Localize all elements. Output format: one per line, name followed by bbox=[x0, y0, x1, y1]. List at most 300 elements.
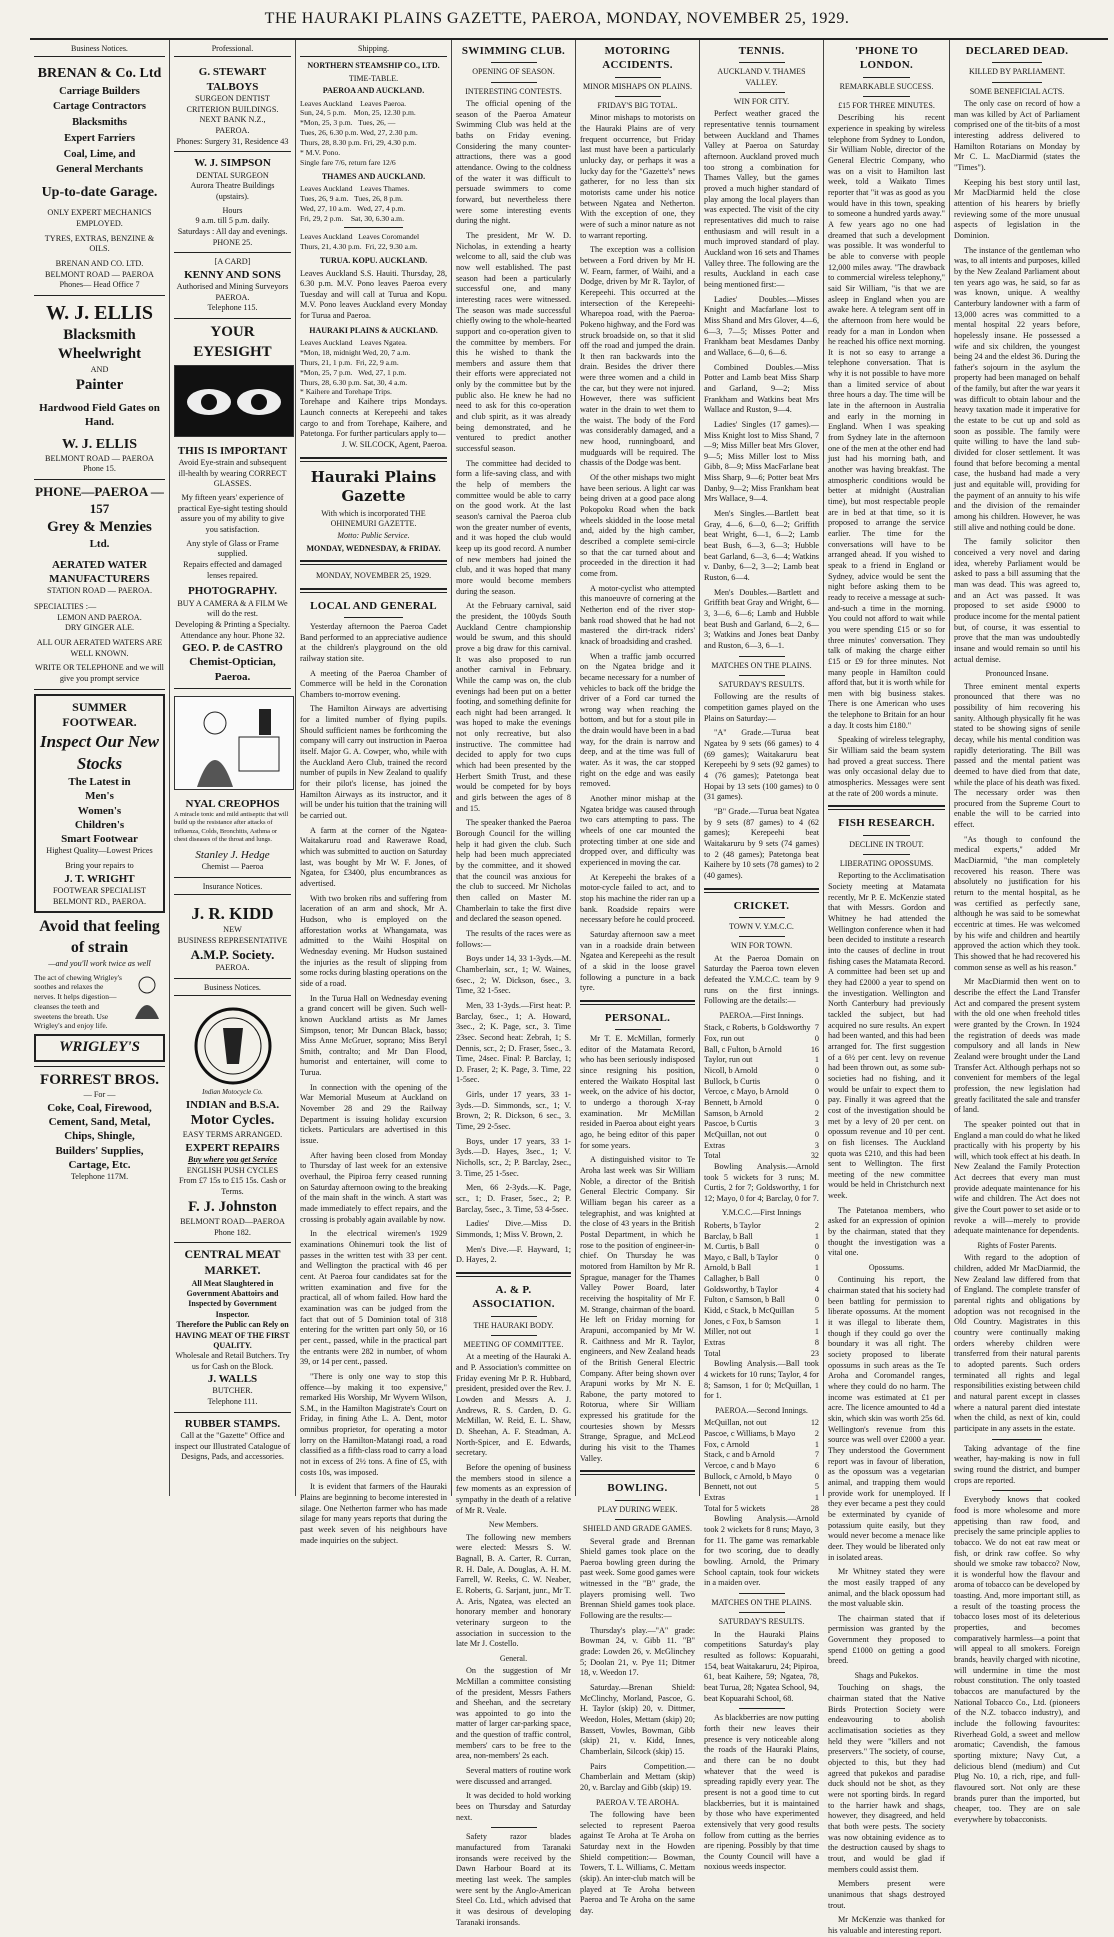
article-paragraph: A farm at the corner of the Ngatea-Waitakaruru road and Rawerawe Road, which was submitted to auction on Saturday last, was bought by Mr W. F. Jones, of Ngatea, for £3400, plus encumbrances as advertised. bbox=[300, 825, 447, 888]
section-header: Business Notices. bbox=[34, 40, 165, 57]
article-paragraph: In the electrical wiremen's 1929 examinations Ohinemuri took the list of passes in the written test with 33 per cent. and Wellington the practical with 46 per cent. At Paeroa four candidates sat for the written examination and five for the practical, all of whom failed. How hard the examination was can be judged from the fact that out of 5 Dominion total of 318 entering for the written part only 50, or 16 per cent., passed, while in the practical part the entrants were 282 in number, of whom 39, or 14 per cent., passed. bbox=[300, 1229, 447, 1367]
indian-motorcycles-ad bbox=[174, 1000, 291, 1243]
runs: 0 bbox=[814, 1033, 819, 1043]
divider bbox=[456, 1272, 571, 1277]
kidd-ad bbox=[174, 899, 291, 979]
brenan-trade: Coal, Lime, and bbox=[63, 148, 136, 160]
runs: 0 bbox=[814, 1065, 819, 1075]
scorecard-ymcc-first bbox=[704, 1221, 819, 1360]
castro-para: BUY A CAMERA & A FILM We will do the rest. bbox=[177, 598, 288, 619]
eyes-illustration bbox=[174, 365, 294, 437]
timetable-row: *Mon, 25, 7 p.m. Wed, 27, 1 p.m. bbox=[300, 367, 407, 377]
avoid-title: Avoid that feeling of strain bbox=[39, 918, 160, 957]
article-paragraph: At a meeting of the Hauraki A. and P. Association's committee on Friday evening Mr P. R. Hubbard, president, presided over the Rev. J. Lowden and Messrs A. J. Andrews, R. S. Carden, D. G. McMillan, W. Reid, E. L. Shaw, D. Sheehan, A. F. Steadman, A. North-Spicer, and E. Edwards, secretary. bbox=[456, 1352, 571, 1458]
scorecard-row bbox=[704, 1295, 819, 1306]
scorecard-paeroa-second bbox=[704, 1418, 819, 1514]
castro-para: Repairs effected and damaged lenses repaired. bbox=[183, 559, 282, 580]
divider bbox=[992, 82, 1042, 83]
article-paragraph: Boys, under 17 years, 33 1-3yds.—D. Hayes, 3sec., 1; V. Nicholls, scr., 2; P. Barclay, 2sec., 3. Time, 25 1-5sec. bbox=[456, 1136, 571, 1178]
article-paragraph: Boys under 14, 33 1-3yds.—M. Chamberlain, scr., 1; W. Waines, 6sec., 2; W. Dickson, 6sec., 3. Time, 32 1-5sec. bbox=[456, 954, 571, 996]
article-paragraph: The speaker thanked the Paeroa Borough Council for the willing help it had given the club. Such help had been much appreciated by the committee, and it showed that the council was anxious for the club to succeed. Mr Nicholas then called on Master M. Chamberlain to take the first dive and declared the season opened. bbox=[456, 818, 571, 924]
kenny-title: Authorised and Mining Surveyors bbox=[176, 282, 289, 292]
scorecard-row bbox=[704, 1098, 819, 1109]
ellis-and: AND bbox=[90, 364, 109, 374]
indian-line: EASY TERMS ARRANGED. bbox=[182, 1130, 283, 1140]
column-declared-dead bbox=[950, 40, 1084, 1824]
scorecard-row bbox=[704, 1232, 819, 1243]
grey-phone: PHONE—PAEROA —157 bbox=[35, 484, 164, 516]
divider bbox=[992, 62, 1042, 63]
timetable-row: Thurs, 21, 1 p.m. Fri, 22, 9 a.m. bbox=[300, 357, 399, 367]
runs: 3 bbox=[814, 1140, 819, 1150]
innings-heading: Y.M.C.C.—First Innings bbox=[721, 1208, 802, 1218]
article-paragraph: Bowling Analysis.—Ball took 4 wickets for 10 runs; Taylor, 4 for 8; Samson, 1 for 0; McQuillan, 1 for 1. bbox=[704, 1359, 819, 1401]
divider bbox=[739, 936, 785, 937]
article-paragraph: At the February carnival, said the president, the 100yds South Auckland Centre championship would be swum, and this should prove a big draw for this carnival. It was also proposed to run another carnival in February. While the camp was on, the club evenings had been put on a better footing, and something definite for each night had been arranged. It was hoped to make the evenings not only recreative, but also instructive. The committee had decided to apply for two cups which had been presented by the Herbert Smith Trust, and these would be competed for by boys and girls between the ages of 8 and 15. bbox=[456, 601, 571, 813]
article-paragraph: The exception was a collision between a Ford driven by Mr H. W. Fearn, farmer, of Waihi, and a Dodge, driven by Mr R. Taylor, of Kerepeehi. This occurred at the intersection of the Kerepeehi-Wharepoa road, with the Paeroa-Pokeno highway, and the Ford was struck broadside on, so that it slid off the road and jumped the drain. It then ran backwards into the drain. Besides the driver there were three women and a child in the car, but they were not injured. However, there was sufficient water in the drain to wet them to the waist. The body of the Ford was considerably damaged, and a new hood, runningboard, and mudguards will be required. The chassis of the Dodge was bent. bbox=[580, 245, 695, 468]
scorecard-row bbox=[704, 1274, 819, 1285]
forrest-line: Cement, Sand, Metal, bbox=[48, 1116, 151, 1129]
article-paragraph: Men, 66 2-3yds.—K. Page, scr., 1; D. Fraser, 5sec., 2; P. Barclay, 5sec., 3. Time, 53 4-5sec. bbox=[456, 1183, 571, 1214]
subhead: PLAY DURING WEEK. bbox=[597, 1504, 678, 1514]
divider bbox=[580, 1000, 695, 1005]
ellis-trade: Painter bbox=[75, 376, 124, 393]
article-paragraph: The Hamilton Airways are advertising for a limited number of flying pupils. Should sufficient names be forthcoming the company will carry out instruction in Paeroa itself. Major G. A. Cowper, who, while with the Auckland Aero Club, trained the record number of pupils in New Zealand to qualify for their pilot's license, has joined the Hamilton Airways as its instructor, and it will be under his tuition that the training will be carried out. bbox=[300, 704, 447, 821]
batsman: Samson, b Arnold bbox=[704, 1108, 763, 1118]
batsman: Callagher, b Ball bbox=[704, 1274, 760, 1284]
runs: 1 bbox=[814, 1055, 819, 1065]
de-castro-ad bbox=[174, 319, 291, 689]
batsman: Goldsworthy, b Taylor bbox=[704, 1284, 778, 1294]
headline-motoring: MOTORING ACCIDENTS. bbox=[602, 45, 673, 72]
hp-text: Torehape and Kaihere trips Mondays. Launch connects at Kerepeehi and takes cargo to and from Torehape, Kaihere, and Patetonga. For further particulars apply to— bbox=[300, 397, 447, 439]
article-paragraph: "A" Grade.—Turua beat Ngatea by 9 sets (66 games) to 4 (69 games); Waitakaruru beat Kerepeehi by 9 sets (92 games) to 4 (76 games); Patetonga beat Hopai by 13 sets (100 games) to 0 (31 games). bbox=[704, 728, 819, 802]
scorecard-row bbox=[704, 1109, 819, 1120]
headline-bowling: BOWLING. bbox=[607, 1482, 668, 1495]
walls-name: J. WALLS bbox=[207, 1373, 258, 1386]
kenny-name: KENNY AND SONS bbox=[184, 268, 281, 281]
article-paragraph: The following have been selected to represent Paeroa against Te Aroha at Te Aroha on Saturday next in the Howden Shield competition:— Bowman, Towers, T. L. Williams, C. Mettam (skip). An inter-club match will be played at Te Aroha between Paeroa and Te Aroha on the same day. bbox=[580, 1809, 695, 1915]
runs: 16 bbox=[810, 1044, 819, 1054]
article-paragraph: The family solicitor then conceived a very novel and daring idea, whereby Parliament would be asked to pass a bill assuming that the man was dead. This was agreed to, and an Act was passed. It was proposed to set aside £9000 to produce income for the mental patient but, of course, it was essential to prove that the man was undoubtedly insane and would remain so until his actual demise. bbox=[954, 537, 1080, 664]
column-business-notices bbox=[30, 40, 170, 1496]
kenny-card-label: [A CARD] bbox=[214, 257, 251, 267]
runs: 1 bbox=[814, 1327, 819, 1337]
ellis-ad bbox=[34, 296, 165, 480]
article-paragraph: Men's Dive.—F. Hayward, 1; D. Hayes, 2. bbox=[456, 1244, 571, 1265]
article-paragraph: Men's Doubles.—Bartlett and Griffith beat Gray and Wright, 6—3, 3—6, 6—6; Lamb and Hubble beat Bush and Garland, 6—2, 6—3; Watkins and Jones beat Danby and Ruston, 6—3, 6—1. bbox=[704, 587, 819, 650]
section-header: Professional. bbox=[174, 40, 291, 57]
scorecard-row bbox=[704, 1023, 819, 1034]
innings-heading: PAEROA.—Second Innings. bbox=[715, 1406, 808, 1416]
article-paragraph: Reporting to the Acclimatisation Society meeting at Matamata recently, Mr P. E. McKenzie stated that with Messrs. Gordon and Whitney he had attended the Wellington conference when it had been decided to institute a research into the causes of decline in trout fishing cases the Matamata Record. A committee had been set up and they had £2000 a year to spend on the investigation. Wellington and North Canterbury had previously tackled the subject, but had acquired no sure results. An expert had been wanted, and this had been arranged for. The first suggestion of a 6½ per cent. levy on revenue had been thrown out, as some sub-societies had no fishing, and it would be unfair to expect them to pay. Finally it was agreed that the cost of the investigation should be met by a levy of 20 per cent. on opossum revenue and 10 per cent. on fish licenses. The Auckland quota was £210, and this had been sent to Wellington. The first meeting of the new committee would be held in Christchurch next week. bbox=[828, 871, 945, 1201]
batsman: Vercoe, c and b Mayo bbox=[704, 1461, 776, 1471]
simpson-hours-line: Saturdays : All day and evenings. bbox=[177, 226, 288, 236]
runs: 1 bbox=[814, 1493, 819, 1502]
forrest-for: — For — bbox=[83, 1090, 116, 1100]
nyal-text: A miracle tonic and mild antiseptic that will build up the resistance after attacks of influenza, Colds, Bronchitis, Asthma or chest diseases of the throat and lungs. bbox=[174, 811, 289, 844]
divider bbox=[300, 588, 447, 593]
innings-heading: PAEROA.—First Innings. bbox=[719, 1010, 804, 1020]
scorecard-row bbox=[704, 1482, 819, 1493]
article-paragraph: Bowling Analysis.—Arnold took 2 wickets for 8 runs; Mayo, 3 for 11. The game was remarkable for two scoring, due to deadly bowling. Arnold, the Primary School captain, took four wickets in a maiden over. bbox=[704, 1514, 819, 1588]
brenan-name: BRENAN & Co. Ltd bbox=[37, 66, 162, 82]
forrest-line: Coke, Coal, Firewood, bbox=[47, 1101, 152, 1114]
gazette-days: MONDAY, WEDNESDAY, & FRIDAY. bbox=[306, 543, 441, 553]
divider bbox=[704, 888, 819, 893]
subhead: THE HAURAKI BODY. bbox=[473, 1320, 554, 1330]
talboys-phones: Phones: Surgery 31, Residence 43 bbox=[176, 136, 289, 146]
article-paragraph: Several matters of routine work were discussed and arranged. bbox=[456, 1766, 571, 1786]
runs: 3 bbox=[814, 1119, 819, 1129]
batsman: Barclay, b Ball bbox=[704, 1231, 753, 1241]
meat-line: Therefore the Public can Rely on HAVING MEAT OF THE FIRST QUALITY. bbox=[175, 1320, 290, 1350]
subhead: FRIDAY'S BIG TOTAL. bbox=[597, 100, 678, 110]
article-paragraph: Mr Whitney stated they were the most easily trapped of any animal, and the black opossum had the most valuable skin. bbox=[828, 1567, 945, 1609]
grey-name: Grey & Menzies bbox=[47, 518, 152, 535]
batsman: Extras bbox=[704, 1493, 725, 1502]
scorecard-row bbox=[704, 1440, 819, 1451]
timetable-row: Thurs, 28, 6.30 p.m. Sat, 30, 4 a.m. bbox=[300, 377, 408, 387]
divider bbox=[491, 1316, 537, 1317]
article-paragraph: "There is only one way to stop this offence—by making it too expensive," remarked His Worship, Mr Wyvern Wilson, S.M., in the Hamilton Magistrate's Court on Friday, in fining Athe L. A. Dent, motor omnibus proprietor, for operating a motor lorry on the Hamilton-Matangi road, a road classified as a fifth-class road to carry a load not in excess of 2½ tons. A fine of £5, with costs 10s, was imposed. bbox=[300, 1371, 447, 1477]
mechanics-line: ONLY EXPERT MECHANICS EMPLOYED. bbox=[47, 208, 152, 228]
gazette-sub: With which is incorporated THE OHINEMURI GAZETTE. bbox=[321, 508, 426, 529]
headline-fish: FISH RESEARCH. bbox=[838, 817, 935, 830]
subhead: DECLINE IN TROUT. bbox=[849, 839, 924, 849]
gates-line: Hardwood Field Gates on Hand. bbox=[39, 402, 160, 429]
article-paragraph: Men, 33 1-3yds.—First heat: P. Barclay, 6sec., 1; A. Howard, 3sec., 2; K. Page, scr., 3. Time 23sec. Second heat: Zebrah, 1; S. Dennis, scr., 2; D. Fraser, 5sec., 3. Time, 24sec. Final: P. Barclay, 1; D. Fraser, 2; K. Page, 3. Time, 22 1-5sec. bbox=[456, 1000, 571, 1085]
simpson-hours-line: 9 a.m. till 5 p.m. daily. bbox=[195, 216, 270, 226]
grey-menzies-ad bbox=[34, 480, 165, 689]
brenan-address: BRENAN AND CO. LTD. bbox=[55, 258, 144, 268]
scorecard-row bbox=[704, 1349, 819, 1360]
runs: 23 bbox=[810, 1348, 819, 1358]
scorecard-row bbox=[704, 1087, 819, 1098]
summer-quality: Highest Quality—Lowest Prices bbox=[46, 846, 153, 856]
castro-role: Chemist-Optician, Paeroa. bbox=[189, 656, 276, 683]
subhead: OPENING OF SEASON. bbox=[472, 67, 555, 77]
chewing-woman-illustration bbox=[129, 973, 165, 1021]
batsman: Total bbox=[704, 1348, 721, 1358]
wrigleys-ad bbox=[34, 913, 165, 1066]
subhead: £15 FOR THREE MINUTES. bbox=[838, 100, 935, 110]
timetable-row: Thurs, 28, 8.30 p.m. Fri, 29, 4.30 p.m. bbox=[300, 138, 417, 147]
column-swimming bbox=[452, 40, 576, 1927]
divider bbox=[300, 560, 447, 565]
headline-personal: PERSONAL. bbox=[604, 1011, 671, 1024]
article-paragraph: Of the other mishaps two might have been serious. A light car was being driven at a good pace along Pokopoku Road when the back wheels skidded in the loose metal and, aided by the high camber, described a complete semi-circle so that the car turned about and proceeded in the direction it had come from. bbox=[580, 473, 695, 578]
scorecard-row bbox=[704, 1317, 819, 1328]
summer-title: SUMMER FOOTWEAR. bbox=[62, 699, 137, 730]
subhead: INTERESTING CONTESTS. bbox=[465, 86, 562, 96]
scorecard-row bbox=[704, 1263, 819, 1274]
article-paragraph: With two broken ribs and suffering from laceration of an arm and shock, Mr A. Hudson, who is employed on the afforestation works at Whangamata, was admitted to the Waihi Hospital on Wednesday evening. Mr Hudson sustained the injuries as the result of slipping from some rocks during blasting operations on the side of a road. bbox=[300, 893, 447, 988]
divider bbox=[863, 854, 910, 855]
brenan-trade: Expert Farriers bbox=[64, 132, 135, 144]
rubber-title: RUBBER STAMPS. bbox=[184, 1417, 281, 1430]
divider bbox=[992, 1439, 1042, 1440]
castro-para: Avoid Eye-strain and subsequent ill-health by wearing CORRECT GLASSES. bbox=[178, 458, 287, 489]
divider bbox=[992, 1490, 1042, 1491]
important-heading: THIS IS IMPORTANT bbox=[177, 444, 288, 457]
runs: 0 bbox=[814, 1471, 819, 1481]
issue-date: MONDAY, NOVEMBER 25, 1929. bbox=[315, 571, 432, 581]
summer-men: Men's bbox=[85, 790, 114, 803]
ellis-phone: Phone 15. bbox=[83, 464, 116, 474]
ellis-trade: Wheelwright bbox=[57, 346, 142, 363]
article-paragraph: A motor-cyclist who attempted this manoeuvre of cornering at the Netherton end of the river stop-bank road showed that he had not mastered the dirt-track riders' knack of broadsiding and crashed. bbox=[580, 583, 695, 646]
scorecard-row bbox=[704, 1066, 819, 1077]
headline-cricket: CRICKET. bbox=[733, 899, 790, 912]
batsman: Vercoe, c Mayo, b Arnold bbox=[704, 1087, 789, 1097]
subhead: SHIELD AND GRADE GAMES. bbox=[583, 1524, 692, 1534]
runs: 1 bbox=[814, 1439, 819, 1449]
timetable-row: Sun, 24, 5 p.m. Mon, 25, 12.30 p.m. bbox=[300, 108, 416, 118]
divider bbox=[863, 77, 910, 78]
ellis-name: W. J. ELLIS bbox=[45, 301, 154, 324]
johnston-name: F. J. Johnston bbox=[188, 1198, 277, 1215]
divider bbox=[863, 96, 910, 97]
indian-line: ENGLISH PUSH CYCLES bbox=[186, 1165, 279, 1175]
photography-heading: PHOTOGRAPHY. bbox=[188, 585, 277, 598]
subhead: General. bbox=[499, 1653, 528, 1663]
runs: 2 bbox=[814, 1429, 819, 1439]
kenny-town: PAEROA. bbox=[215, 292, 250, 302]
article-paragraph: A distinguished visitor to Te Aroha last week was Sir William Noble, a director of the British General Electric Company. Sir William began his career as a telegraphist, and was knighted at the close of 43 years in the British Postal Department, in which he rose to the position of engineer-in-chief. On Thursday he was motored from Hamilton by Mr R. Sprague, manager for the Thames Valley Power Board, later receiving the hospitality of Mr F. M. Strange, chairman of the board. He left on Friday morning for Arapuni, accompanied by Mr W. R. Caithness and Mr R. Taylor, engineers, and New Zealand heads of the British General Electric Company. After being shown over Arapuni works by Mr N. E. Rabone, the party motored to Rotorua, where Sir William expressed his gratitude for the courtesies shown by Messrs Strange, Sprague, and McLeod during his visit to the Thames Valley. bbox=[580, 1155, 695, 1463]
gazette-nameplate: Hauraki Plains Gazette bbox=[310, 467, 437, 506]
article-paragraph: Minor mishaps to motorists on the Hauraki Plains are of very frequent occurrence, but Friday last must have been a particularly unlucky day, or perhaps it was a lucky day for the "Gazette's" news gatherer, for no less than six motorists came under his notice between Ngatea and Netherton. With the exception of one, they were of such a minor nature as not to warrant reporting. bbox=[580, 113, 695, 240]
timetable-row: Single fare 7/6, return fare 12/6 bbox=[300, 157, 396, 167]
forrest-tel: Telephone 117M. bbox=[70, 1172, 129, 1182]
batsman: Roberts, b Taylor bbox=[704, 1220, 761, 1230]
agent: J. W. SILCOCK, Agent, Paeroa. bbox=[341, 439, 447, 449]
subhead: New Members. bbox=[488, 1520, 539, 1530]
article-paragraph: Pairs Competition.—Chamberlain and Mettam (skip) 20, v. Barclay and Gibb (skip) 19. bbox=[580, 1761, 695, 1792]
amp-society: A.M.P. Society. bbox=[190, 946, 275, 962]
column-motoring bbox=[576, 40, 700, 1915]
batsman: Bennett, b Arnold bbox=[704, 1097, 763, 1107]
column-shipping-local bbox=[296, 40, 452, 1545]
subhead: MATCHES ON THE PLAINS. bbox=[711, 1597, 812, 1607]
article-paragraph: In connection with the opening of the War Memorial Museum at Auckland on November 28 and 29 the Railway Department is issuing holiday excursion tickets. Particulars are advertised in this issue. bbox=[300, 1082, 447, 1146]
runs: 6 bbox=[814, 1461, 819, 1471]
indian-line: INDIAN and B.S.A. bbox=[185, 1098, 280, 1111]
batsman: Arnold, b Ball bbox=[704, 1263, 752, 1273]
runs: 1 bbox=[814, 1231, 819, 1241]
column-professional bbox=[170, 40, 296, 1496]
scorecard-row bbox=[704, 1472, 819, 1483]
timetable-row: Tues, 26, 9 a.m. Tues, 26, 8 p.m. bbox=[300, 193, 403, 203]
divider bbox=[739, 917, 785, 918]
scorecard-row bbox=[704, 1327, 819, 1338]
article-paragraph: Combined Doubles.—Miss Potter and Lamb beat Miss Sharp and Garland, 9—2; Miss Frankham and Watkins beat Mrs Wallace and Ruston, 9—4. bbox=[704, 362, 819, 415]
nurse-illustration bbox=[174, 696, 294, 790]
grey-station: STATION ROAD — PAEROA. bbox=[46, 586, 153, 596]
article-paragraph: The president, Mr W. D. Nicholas, in extending a hearty welcome to all, said the club was now well established. The past season had been a particularly successful one, and many interesting races were witnessed. The season was made successful chiefly owing to the whole-hearted support and co-operation given to the committee by members. For this he wished to thank the members and assure them that their efforts were appreciated not only by the committee but by the public also. He knew he had no need to ask for this co-operation and club spirit, as it was already being demonstrated, and he ventured to predict another successful season. bbox=[456, 230, 571, 454]
batsman: McQuillan, not out bbox=[704, 1129, 767, 1139]
headline-dead: DECLARED DEAD. bbox=[965, 45, 1069, 57]
rubber-stamps-ad bbox=[174, 1413, 291, 1467]
scorecard-row bbox=[704, 1504, 819, 1515]
scorecard-row bbox=[704, 1338, 819, 1349]
summer-footwear-ad bbox=[34, 694, 165, 914]
batsman: Miller, not out bbox=[704, 1327, 752, 1337]
divider bbox=[739, 1593, 785, 1594]
subhead: Shags and Pukekos. bbox=[854, 1671, 919, 1681]
nyal-role: Chemist — Paeroa bbox=[201, 862, 264, 872]
article-paragraph: Mr T. E. McMillan, formerly editor of the Matamata Record, who has been seriously indisposed since resigning his position, entered the Waikato Hospital last week, on the advice of his doctor, to undergo a thorough X-ray examination. Mr McMillan resided in Paeroa about eight years ago, he being editor of this paper for some years. bbox=[580, 1034, 695, 1150]
runs: 1 bbox=[814, 1316, 819, 1326]
divider bbox=[615, 1029, 661, 1030]
nyal-ad bbox=[174, 689, 291, 878]
summer-inspect: Inspect Our New Stocks bbox=[39, 731, 159, 773]
section-header: Shipping. bbox=[300, 40, 447, 57]
talboys-card bbox=[174, 61, 291, 152]
route-heading: THAMES AND AUCKLAND. bbox=[321, 171, 426, 181]
talboys-town: PAEROA. bbox=[215, 125, 250, 135]
subhead: SOME BENEFICIAL ACTS. bbox=[969, 86, 1065, 96]
runs: 8 bbox=[814, 1338, 819, 1348]
batsman: Taylor, run out bbox=[704, 1055, 753, 1065]
article-paragraph: "B" Grade.—Turua beat Ngatea by 9 sets (87 games) to 4 (62 games); Kerepeehi beat Waitakaruru by 9 sets (74 games) to 2 (48 games); Patetonga beat Kaihere by 10 sets (78 games) to 2 (40 games). bbox=[704, 806, 819, 880]
article-paragraph: Keeping his best story until last, Mr MacDiarmid held the close attention of his hearers by briefly reviewing some of the more unusual aspects of legislation in the Dominion. bbox=[954, 177, 1080, 240]
summer-latest: The Latest in bbox=[68, 775, 131, 788]
article-paragraph: The speaker pointed out that in England a man could do what he liked practically with his property by his will, which took effect at his death. In New Zealand the Family Protection Act decrees that every man must provide adequate maintenance for his wife and children. The Act does not give the Court power to set aside or to revoke a will—merely to provide adequate maintenance for dependents. bbox=[954, 1119, 1080, 1236]
grey-ginger: DRY GINGER ALE. bbox=[64, 623, 135, 633]
timetable-row: Fri, 29, 2 p.m. Sat, 30, 6.30 a.m. bbox=[300, 213, 404, 223]
divider bbox=[344, 617, 403, 618]
indian-line: From £7 15s to £15 15s. Cash or Terms. bbox=[179, 1176, 286, 1196]
batsman: Fulton, c Samson, b Ball bbox=[704, 1295, 785, 1305]
route-heading: HAURAKI PLAINS & AUCKLAND. bbox=[309, 325, 438, 335]
brenan-trade: Blacksmiths bbox=[72, 117, 127, 129]
timetable-row: Wed, 27, 10 a.m. Wed, 27, 4 p.m. bbox=[300, 203, 406, 213]
article-paragraph: With regard to the adoption of children, added Mr MacDiarmid, the New Zealand law differed from that of England. The complete transfer of parental rights and obligations by adoption was not recognised in the Old Country. Magistrates in this country were continually making orders whereby children were transferred from their natural parents to adopted parents. Such orders terminated all rights and legal responsibilities existing between child and natural parent except in classes where a natural parent died intestate when the child, as next of kin, could participate in any assets in the estate. bbox=[954, 1253, 1080, 1433]
scorecard-row bbox=[704, 1077, 819, 1088]
wright-address: BELMONT RD., PAEROA. bbox=[52, 896, 147, 906]
article-paragraph: The official opening of the season of the Paeroa Amateur Swimming Club was held at the baths on Friday evening. Considering the many counter-attractions, there was a good attendance. Owing to the coldness of the water it was difficult to persuade swimmers to come forward, but nevertheless there were some interesting events during the night. bbox=[456, 99, 571, 226]
article-paragraph: Another minor mishap at the Ngatea bridge was caused through two cars attempting to pass. The wheels of one car mounted the protecting timber at one side and dropped over, and difficulty was experienced in moving the car. bbox=[580, 794, 695, 867]
headline-tennis: TENNIS. bbox=[738, 45, 785, 57]
eyesight-title: YOUR EYESIGHT bbox=[193, 324, 272, 360]
article-paragraph: As blackberries are now putting forth their new leaves their presence is very noticeable along the roads of the Hauraki Plains, and there can be no doubt whatever that the weed is spreading rapidly every year. The present is not a good time to cut blackberries, but it is maintained by those who have experimented extensively that very good results follow from cutting as the berries are ripening. Possibly by that time the County Council will have a noxious weeds inspector. bbox=[704, 1713, 819, 1872]
johnston-address: BELMONT ROAD—PAEROA bbox=[180, 1217, 285, 1227]
scorecard-row bbox=[704, 1141, 819, 1152]
divider bbox=[828, 805, 945, 810]
indian-badge-text: Indian Motocycle Co. bbox=[202, 1088, 263, 1097]
gazette-motto: Motto: Public Service. bbox=[337, 531, 410, 541]
article-paragraph: Saturday afternoon saw a meet van in a roadside drain between Ngatea and Kerepeehi as the result of a skid in the loose gravel following a puncture in a back tyre. bbox=[580, 929, 695, 993]
timetable-row: Tues, 26, 6.30 p.m. Wed, 27, 2.30 p.m. bbox=[300, 128, 418, 138]
scorecard-paeroa-first bbox=[704, 1023, 819, 1162]
scorecard-row bbox=[704, 1242, 819, 1253]
walls-tel: Telephone 111. bbox=[207, 1397, 258, 1407]
batsman: Bennett, not out bbox=[704, 1482, 757, 1492]
runs: 2 bbox=[814, 1220, 819, 1230]
grey-lemon: LEMON AND PAEROA. bbox=[57, 612, 142, 622]
brenan-trade: General Merchants bbox=[56, 164, 143, 176]
summer-bring: Bring your repairs to bbox=[65, 861, 134, 871]
article-paragraph: Mr McKenzie was thanked for his valuable and interesting report. bbox=[828, 1915, 945, 1935]
runs: 7 bbox=[814, 1450, 819, 1460]
timetable-row: *Mon, 18, midnight Wed, 20, 7 a.m. bbox=[300, 348, 411, 358]
runs: 0 bbox=[814, 1274, 819, 1284]
article-paragraph: It was decided to hold working bees on Thursday and Saturday next. bbox=[456, 1791, 571, 1822]
subhead: AUCKLAND V. THAMES VALLEY. bbox=[717, 67, 806, 87]
grey-ltd: Ltd. bbox=[89, 538, 110, 551]
divider bbox=[491, 1335, 537, 1336]
ellis-address: BELMONT ROAD — PAEROA bbox=[45, 453, 154, 463]
batsman: M. Curtis, b Ball bbox=[704, 1242, 760, 1252]
runs: 2 bbox=[814, 1108, 819, 1118]
batsman: Bullock, c Arnold, b Mayo bbox=[704, 1471, 792, 1481]
timetable-label: TIME-TABLE. bbox=[348, 73, 399, 83]
scorecard-row bbox=[704, 1418, 819, 1429]
batsman: Fox, run out bbox=[704, 1033, 745, 1043]
divider bbox=[615, 96, 661, 97]
summer-smart: Smart Footwear bbox=[61, 833, 138, 846]
route-heading: TURUA. KOPU. AUCKLAND. bbox=[319, 256, 428, 266]
subhead: LIBERATING OPOSSUMS. bbox=[839, 859, 934, 869]
timetable-row: Thurs, 21, 4.30 p.m. Fri, 22, 9.30 a.m. bbox=[300, 242, 418, 252]
kidd-name: J. R. KIDD bbox=[191, 904, 274, 924]
article-paragraph: Safety razor blades manufactured from Taranaki ironsands were received by the Dawn Harbour Board at its meeting last week. The samples were sent by the Anglo-American Steel Co. Ltd., which advised that it was desirous of developing Taranaki ironsands. bbox=[456, 1832, 571, 1927]
subhead: WIN FOR TOWN. bbox=[730, 941, 793, 951]
forrest-name: FORREST BROS. bbox=[40, 1071, 159, 1088]
scorecard-row bbox=[704, 1151, 819, 1162]
article-paragraph: Taking advantage of the fine weather, hay-making is now in full swing round the district, and bumper crops are reported. bbox=[954, 1443, 1080, 1485]
brenan-ad bbox=[34, 61, 165, 295]
article-paragraph: In the Hauraki Plains competitions Saturday's play resulted as follows: Kopuarahi, 154, beat Waitakaruru, 24; Pipiroa, 61, beat Kaihere, 59; Ngatea, 78, beat Turua, 28; Ngatea School, 94, beat Kopuarahi School, 68. bbox=[704, 1629, 819, 1703]
headline-swimming: SWIMMING CLUB. bbox=[461, 45, 566, 57]
batsman: Kidd, c Stack, b McQuillan bbox=[704, 1306, 795, 1316]
article-paragraph: After having been closed from Monday to Thursday of last week for an extensive overhaul, the Pipiroa ferry ceased running on Saturday afternoon owing to the breaking of the main shaft in the winch. A start was made immediately to effect repairs, and the crossing is probably again available by now. bbox=[300, 1150, 447, 1224]
castro-name: GEO. P. de CASTRO bbox=[182, 642, 283, 655]
columns bbox=[30, 40, 1108, 1935]
runs: 28 bbox=[810, 1503, 819, 1513]
article-paragraph: Bowling Analysis.—Arnold took 5 wickets for 3 runs; M. Curtis, 2 for 7; Goldsworthy, 1 for 12; Mayo, 0 for 4; Barclay, 0 for 7. bbox=[704, 1161, 819, 1203]
timetable-row: * Kaihere and Torehape Trips. bbox=[300, 387, 392, 397]
batsman: Total bbox=[704, 1151, 721, 1161]
castro-para: Any style of Glass or Frame supplied. bbox=[186, 538, 279, 559]
scorecard-row bbox=[704, 1055, 819, 1066]
meat-title: CENTRAL MEAT MARKET. bbox=[184, 1247, 281, 1278]
article-paragraph: The instance of the gentleman who was, to all intents and purposes, killed by the New Zealand Parliament about ten years ago was, he said, so far as was known, unique. A wealthy Canterbury landowner with a farm of 13,000 acres was committed to a mental hospital 22 years before, hopelessly insane. He possessed a wife and six children, the youngest being 24 and the eldest 36. During the father's sojourn in the asylum the property had been managed on behalf of the family, but after the war years it was difficult to obtain labour and the heavy taxation made it imperative for the estate to be cut up and sold as soon as possible. The family were quite willing to have the land sub-divided for closer settlement. It was found that before becoming a mental case, the husband had made a very just and equitable will, providing for the payment of an annuity to his wife and the division of the remainder among his children. However, he was still alive and nothing could be done. bbox=[954, 245, 1080, 532]
batsman: Jones, c Fox, b Samson bbox=[704, 1316, 781, 1326]
article-paragraph: "As though to confound the medical experts," added Mr MacDiarmid, "the man completely recovered his reason. There was absolutely no justification for his return to the mental hospital, as he was certified as perfectly sane, although he was said to be somewhat eccentric at times. He was welcomed by his wife and children and heartily approved the action which they took. This showed that he had recovered his common sense as well as his reason." bbox=[954, 834, 1080, 972]
grey-aerated: AERATED WATER bbox=[51, 558, 148, 571]
article-paragraph: Perfect weather graced the representative tennis tournament between Auckland and Thames Valley at Paeroa on Saturday afternoon. Auckland proved much too strong a combination for Thames Valley, but the games proved a much higher standard of play among the local players than was expected. The visit of the city representatives did much to raise enthusiasm and will result in a much improved standard of play. Auckland won 16 sets and Thames Valley three. The following are the results, Auckland in each case being mentioned first:— bbox=[704, 109, 819, 289]
subhead: MINOR MISHAPS ON PLAINS. bbox=[583, 81, 692, 91]
scorecard-row bbox=[704, 1045, 819, 1056]
article-paragraph: Continuing his report, the chairman stated that his society had been battling for permission to liberate opossums. At the moment it was illegal to liberate them, though if they could go over the boundary it was all right. The society proposed to liberate opossums in such areas as the Te Aroha and Coromandel ranges, where they could do no harm. The income was estimated at £1 per acre. The licence amounted to 4d a skin, which skin was worth 25s 6d. Wellington's revenue from this source was well over £2000 a year. They understood the Government report was in favour of liberation, as the opossum was a vegetarian animal, and trapping them would provide work for unemployed. If they ever became a pest they could be exterminated by cyanide of potassium quite easily, but they would never become a menace like deer. They would be liberated only in isolated areas. bbox=[828, 1275, 945, 1562]
simpson-name: W. J. SIMPSON bbox=[194, 157, 271, 170]
timetable-row: Leaves Auckland Leaves Thames. bbox=[300, 183, 410, 193]
headline-phone: 'PHONE TO LONDON. bbox=[854, 45, 919, 72]
simpson-card bbox=[174, 152, 291, 253]
batsman: Stack, c Roberts, b Goldsworthy bbox=[704, 1023, 811, 1033]
article-paragraph: Describing his recent experience in speaking by wireless telephone from Sydney to London, Sir William Noble, director of the General Electric Company, who was on a visit to Hamilton last week, told a Waikato Times reporter that "it was as good as you would have in this town, speaking to someone a hundred yards away." A few years ago no one had dreamed that such a development was possible. It was wonderful to be able to converse with people 12,000 miles away. "The drawback to commercial wireless telephony," said Sir William, "is that we are asleep in England when you are awake here. A telegram sent off in the afternoon from here would be ready for a man in London when he reached his office next morning. It is not so easy to arrange a telephone conversation. That is why it is not possible to have more than a limited service of about three hours a day. The time will be late in the afternoon in Australia and early in the morning in England. When I was speaking from Sydney late in the afternoon one of the men at the other end had just had his morning bath, and another was having breakfast. The atmospheric conditions would be better at midnight (Australian time), but most respectable people are in bed at that time, so it is proposed to arrange the service earlier. The time for the conversations will have to be arranged ahead. If you wished to speak to a friend in England or Sydney, advice would be sent the night before asking them to be ready to receive a message at such-and-such a time in the morning. You could not afford to wait while you were spending £15 or so for three minutes' conversation. They talk of making the charge either £15 or £9 for three minutes. Not many people in Hamilton could afford that, but it is worth while for men with big business stakes. There is one American who uses the telephone to Britain for an hour a day. It costs him £180." bbox=[828, 113, 945, 730]
runs: 4 bbox=[814, 1284, 819, 1294]
divider bbox=[739, 1612, 785, 1613]
avoid-text: The act of chewing Wrigley's soothes and relaxes the nerves. It helps digestion—cleanses the teeth and sweetens the breath. Use Wrigley's and enjoy life. bbox=[34, 972, 122, 1031]
subhead: WIN FOR CITY. bbox=[733, 97, 790, 107]
article-paragraph: Several grade and Brennan Shield games took place on the Paeroa bowling green during the past week. Some good games were witnessed in the "B" grade, the players promising well. Two Brennan Shield games took place. Following are the results:— bbox=[580, 1536, 695, 1621]
scorecard-row bbox=[704, 1450, 819, 1461]
subhead: TOWN V. Y.M.C.C. bbox=[729, 921, 794, 931]
column-phone-fish bbox=[824, 40, 950, 1935]
